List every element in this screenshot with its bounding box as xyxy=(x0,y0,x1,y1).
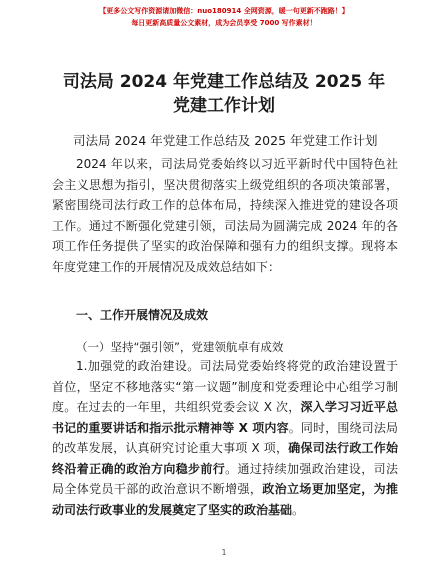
section-heading: 一、工作开展情况及成效 xyxy=(76,308,209,322)
promo-banner-line-1: 【更多公文写作资源请加微信：nuo180914 全网资源，暖一句更新不跑路！】 xyxy=(99,7,349,15)
paragraph-text: 。同时，围绕司法局的改革发展，认真研究讨论重大事项 X 项， xyxy=(52,420,398,455)
document-title: 司法局 2024 年党建工作总结及 2025 年党建工作计划 xyxy=(62,72,386,116)
subsection-heading: （一）坚持“强引领”，党建领航卓有成效 xyxy=(76,340,284,354)
document-subtitle: 司法局 2024 年党建工作总结及 2025 年党建工作计划 xyxy=(73,133,378,148)
paragraph-text: 1.加强党的政治建设。司法局党委始终将党的政治建设置于首位，坚定不移地落实“第一议题”制度和党委理论中心组学习制度。在过去的一年里，共组织党委会议 X 次， xyxy=(52,359,398,414)
promo-banner xyxy=(0,6,448,28)
emphasis-text: 确保司法行政工作始终沿着正确的政治方向稳步前行 xyxy=(52,441,398,476)
emphasis-text: 政治立场更加坚定，为推动司法行政事业的发展奠定了坚实的政治基础 xyxy=(52,482,398,517)
promo-banner-line-2: 每日更新高质量公文素材，成为会员享受 7000 写作素材！ xyxy=(131,19,317,27)
intro-paragraph: 2024 年以来，司法局党委始终以习近平新时代中国特色社会主义思想为指引，坚决贯彻落实上级党组织的各项决策部署，紧密围绕司法行政工作的总体布局，持续深入推进党的建设各项工作。通过不断强化党建引领，司法局为圆满完成 2024 年的各项工作任务提供了坚实的政治保障和强有力的组织支撑。现将本年度党建工作的开展情况及成效总结如下： xyxy=(52,157,398,274)
paragraph-text: 。 xyxy=(292,502,305,517)
emphasis-text: 深入学习习近平总书记的重要讲话和指示批示精神等 X 项内容 xyxy=(52,400,398,435)
political-building-paragraph xyxy=(52,356,398,520)
page-number: 1 xyxy=(221,548,227,557)
paragraph-text: 。通过持续加强政治建设，司法局全体党员干部的政治意识不断增强， xyxy=(52,461,398,496)
